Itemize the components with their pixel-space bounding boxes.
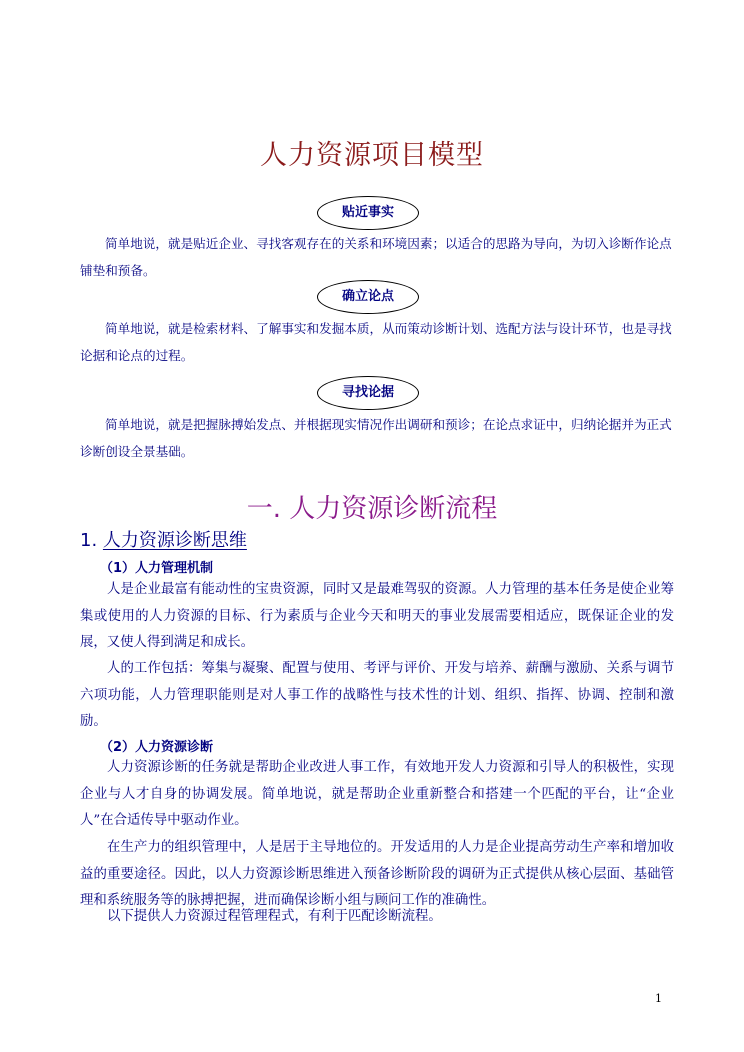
step-description-2: 简单地说，就是检索材料、了解事实和发掘本质，从而策动诊断计划、选配方法与设计环节，也是寻找论据和论点的过程。 xyxy=(80,321,672,363)
section-heading: 一. 人力资源诊断流程 xyxy=(246,494,498,524)
step-oval-2: 确立论点 xyxy=(317,280,419,314)
part2-heading: （2）人力资源诊断 xyxy=(100,740,214,755)
step-description-3: 简单地说，就是把握脉搏始发点、并根据现实情况作出调研和预诊；在论点求证中，归纳论据并为正式诊断创设全景基础。 xyxy=(80,417,672,459)
subsection-number: 1. xyxy=(80,530,98,551)
part1-paragraph-2: 人的工作包括：筹集与凝聚、配置与使用、考评与评价、开发与培养、薪酬与激励、关系与调节六项功能，人力管理职能则是对人事工作的战略性与技术性的计划、组织、指挥、协调、控制和激励。 xyxy=(80,661,674,729)
subsection-heading xyxy=(80,526,247,552)
part1-heading: （1）人力管理机制 xyxy=(100,561,214,576)
part2-paragraph-2: 在生产力的组织管理中，人是居于主导地位的。开发适用的人力是企业提高劳动生产率和增加收益的重要途径。因此，以人力资源诊断思维进入预备诊断阶段的调研为正式提供从核心层面、基础管理和系统服务等的脉搏把握，进而确保诊断小组与顾问工作的准确性。 xyxy=(80,840,674,908)
step-oval-1: 贴近事实 xyxy=(317,196,419,230)
part2-paragraph-3: 以下提供人力资源过程管理程式，有利于匹配诊断流程。 xyxy=(107,909,442,924)
subsection-title: 人力资源诊断思维 xyxy=(102,530,247,551)
part2-paragraph-1: 人力资源诊断的任务就是帮助企业改进人事工作，有效地开发人力资源和引导人的积极性，实现企业与人才自身的协调发展。简单地说，就是帮助企业重新整合和搭建一个匹配的平台，让“企业人”在合适传导中驱动作业。 xyxy=(80,760,674,828)
step-description-1: 简单地说，就是贴近企业、寻找客观存在的关系和环境因素；以适合的思路为导向，为切入诊断作论点铺垫和预备。 xyxy=(80,236,672,278)
part1-paragraph-1: 人是企业最富有能动性的宝贵资源，同时又是最难驾驭的资源。人力管理的基本任务是使企业筹集或使用的人力资源的目标、行为素质与企业今天和明天的事业发展需要相适应，既保证企业的发展，又使人得到满足和成长。 xyxy=(80,582,674,650)
step-oval-3: 寻找论据 xyxy=(317,376,419,410)
page-number: 1 xyxy=(655,992,662,1005)
document-title: 人力资源项目模型 xyxy=(260,140,484,171)
